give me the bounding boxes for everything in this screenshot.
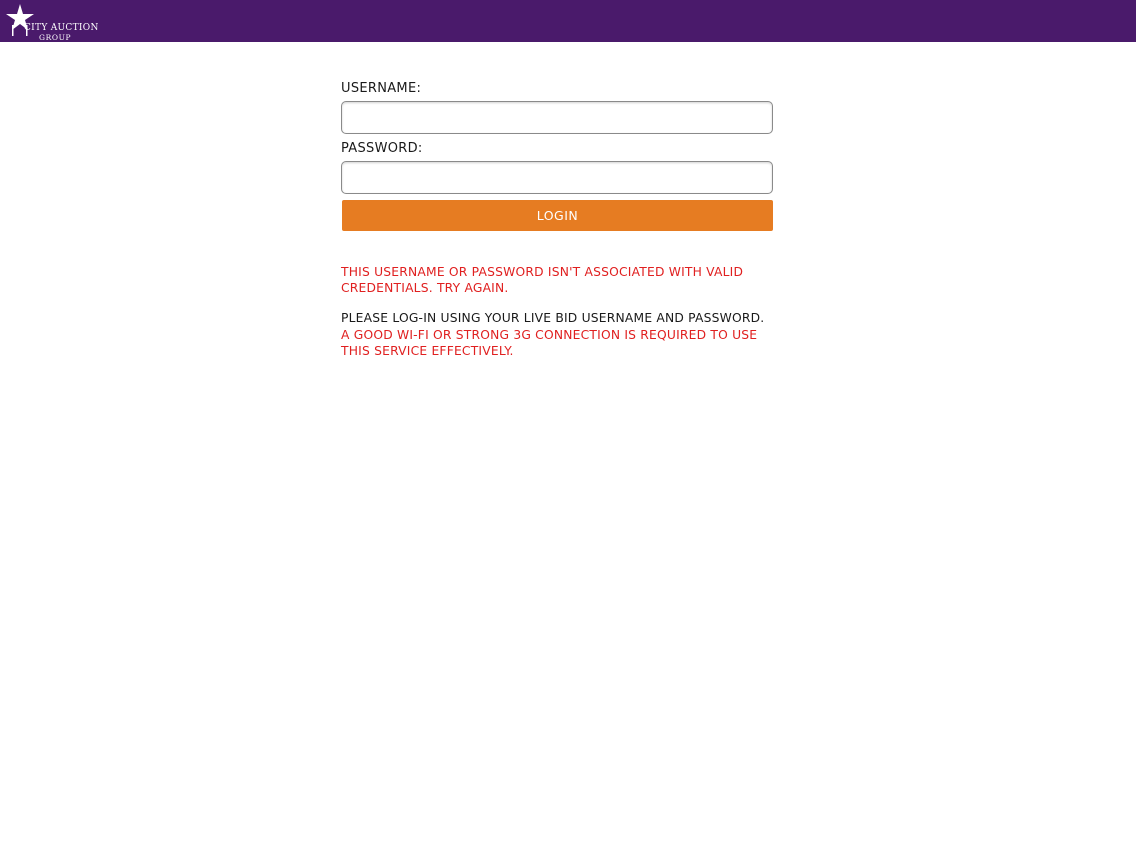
username-input[interactable] — [341, 101, 773, 134]
password-label: PASSWORD: — [341, 141, 423, 156]
username-label: USERNAME: — [341, 81, 422, 96]
logo-text-group: GROUP — [39, 33, 72, 42]
logo-text-city-auction: CITY AUCTION — [24, 23, 99, 33]
connection-warning: A GOOD WI-FI OR STRONG 3G CONNECTION IS REQUIRED TO USE THIS SERVICE EFFECTIVELY. — [341, 328, 758, 358]
login-instructions: PLEASE LOG-IN USING YOUR LIVE BID USERNAME AND PASSWORD. — [341, 311, 765, 325]
login-error-message: THIS USERNAME OR PASSWORD ISN'T ASSOCIATED WITH VALID CREDENTIALS. TRY AGAIN. — [341, 265, 744, 295]
city-auction-group-logo[interactable] — [4, 3, 99, 42]
password-input[interactable] — [341, 161, 773, 194]
login-form — [341, 79, 773, 359]
login-button[interactable]: LOGIN — [342, 200, 773, 231]
header-bar — [0, 0, 1136, 42]
